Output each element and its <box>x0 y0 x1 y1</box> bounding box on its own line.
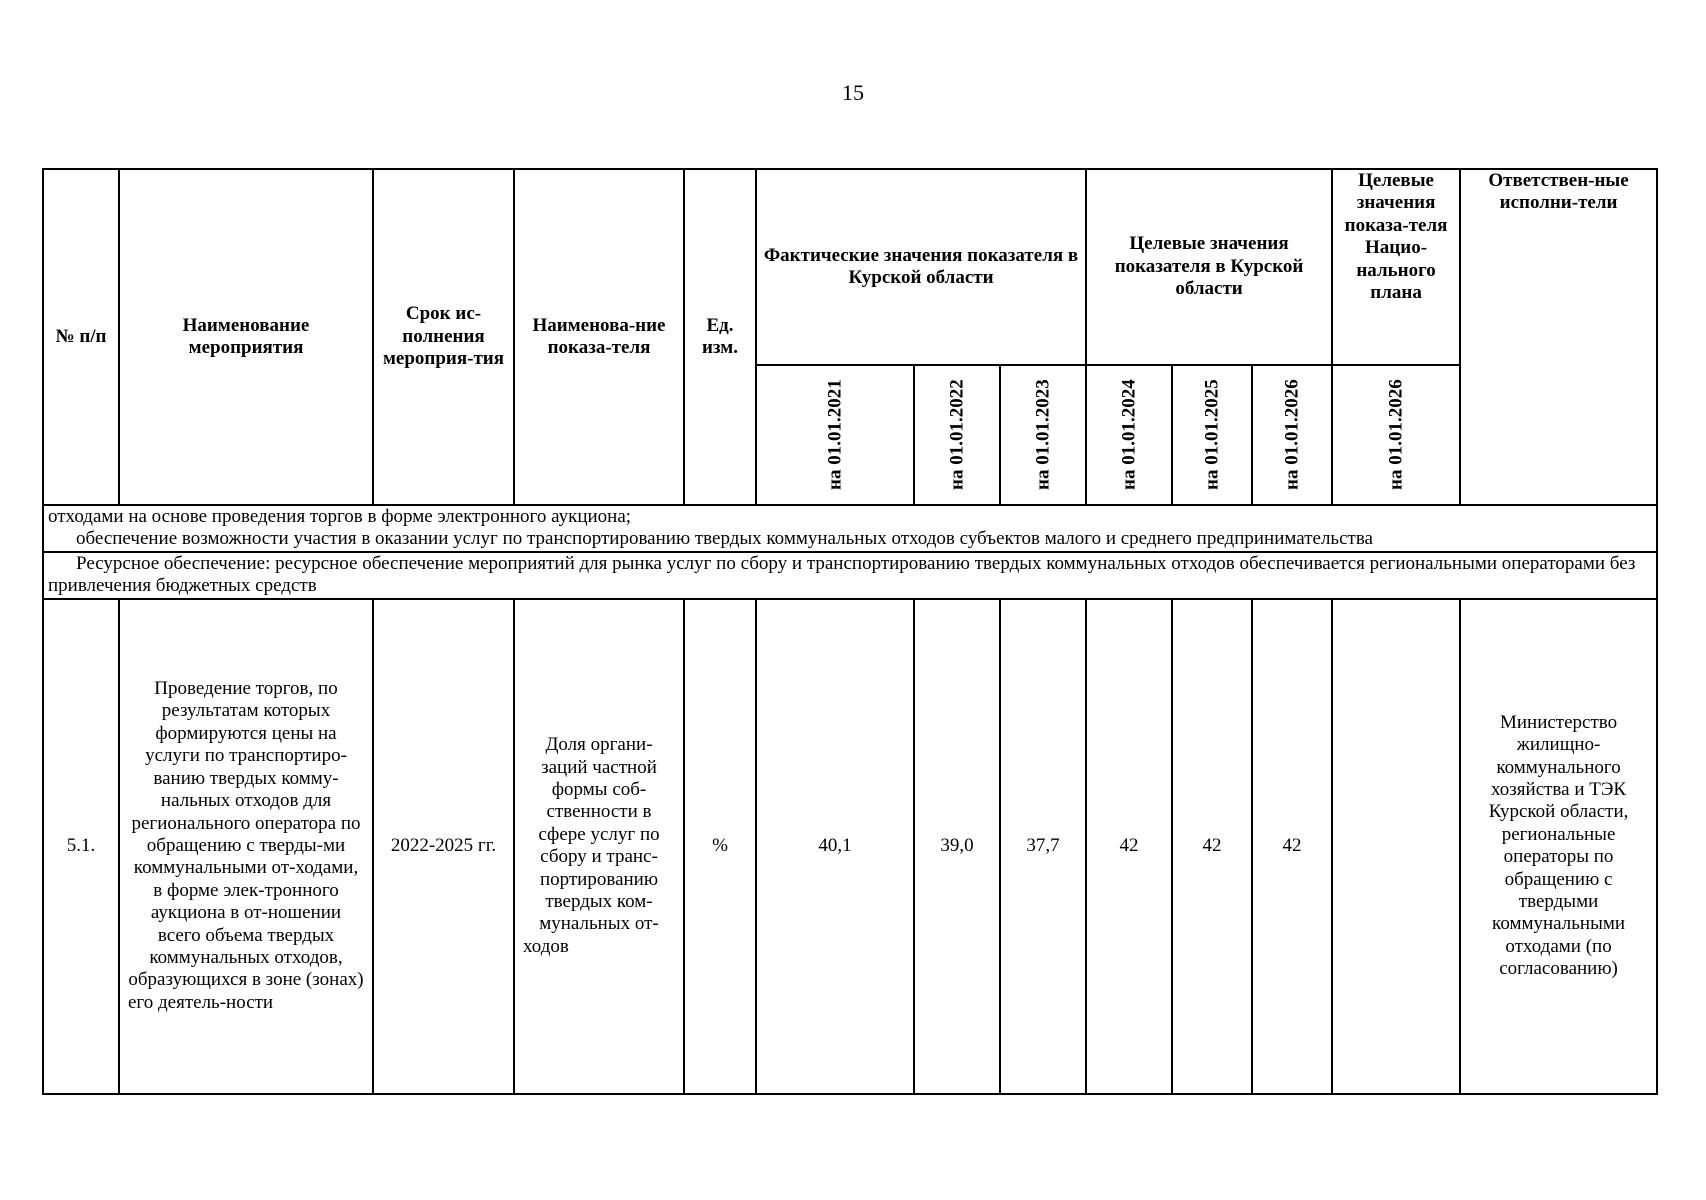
row-num: 5.1. <box>43 599 119 1094</box>
row-indicator-name: Доля органи-заций частной формы соб-ственности в сфере услуг по сбору и транс-портированию твердых ком-мунальных от-ходов <box>514 599 684 1094</box>
header-date-actual-2022: на 01.01.2022 <box>914 365 1000 505</box>
page-number: 15 <box>842 80 864 105</box>
row-event-name: Проведение торгов, по результатам которых формируются цены на услуги по транспортиро-ванию твердых комму-нальных отходов для регионального оператора по обращению с тверды-ми коммунальными от-ходами, в форме элек-тронного аукциона в от-ношении всего объема твердых коммунальных отходов, образующихся в зоне (зонах) его деятель-ности <box>119 599 373 1094</box>
header-date-national-2026: на 01.01.2026 <box>1332 365 1460 505</box>
header-term: Срок ис-полнения мероприя-тия <box>373 169 514 505</box>
row-national-2026 <box>1332 599 1460 1094</box>
row-target-2025: 42 <box>1172 599 1252 1094</box>
header-responsible: Ответствен-ные исполни-тели <box>1460 169 1657 505</box>
events-table <box>42 168 1658 1095</box>
note-line-2: обеспечение возможности участия в оказании услуг по транспортированию твердых коммунальных отходов субъектов малого и среднего предпринимательства <box>76 528 1373 550</box>
row-unit: % <box>684 599 756 1094</box>
header-actual-group: Фактические значения показателя в Курской области <box>756 169 1086 365</box>
note-line-1: отходами на основе проведения торгов в форме электронного аукциона; <box>48 506 632 527</box>
row-term: 2022-2025 гг. <box>373 599 514 1094</box>
header-event-name: Наименование мероприятия <box>119 169 373 505</box>
row-actual-2022: 39,0 <box>914 599 1000 1094</box>
row-target-2026: 42 <box>1252 599 1332 1094</box>
header-national-group: Целевые значения показа-теля Нацио-нального плана <box>1332 169 1460 365</box>
header-date-actual-2021: на 01.01.2021 <box>756 365 914 505</box>
row-actual-2023: 37,7 <box>1000 599 1086 1094</box>
table-row <box>43 599 1657 1094</box>
header-date-target-2024: на 01.01.2024 <box>1086 365 1172 505</box>
header-date-actual-2023: на 01.01.2023 <box>1000 365 1086 505</box>
row-responsible: Министерство жилищно-коммунального хозяйства и ТЭК Курской области, региональные операторы по обращению с твердыми коммунальными отходами (по согласованию) <box>1460 599 1657 1094</box>
header-indicator-name: Наименова-ние показа-теля <box>514 169 684 505</box>
header-date-target-2026: на 01.01.2026 <box>1252 365 1332 505</box>
note-row-resource <box>43 552 1657 599</box>
row-target-2024: 42 <box>1086 599 1172 1094</box>
header-num: № п/п <box>43 169 119 505</box>
note-resource: Ресурсное обеспечение: ресурсное обеспечение мероприятий для рынка услуг по сбору и транспортированию твердых коммунальных отходов обеспечивается региональными операторами без привлечения бюджетных средств <box>43 552 1657 599</box>
header-target-group: Целевые значения показателя в Курской области <box>1086 169 1332 365</box>
header-unit: Ед. изм. <box>684 169 756 505</box>
header-date-target-2025: на 01.01.2025 <box>1172 365 1252 505</box>
row-actual-2021: 40,1 <box>756 599 914 1094</box>
note-cell-methods <box>43 505 1657 552</box>
note-row-methods <box>43 505 1657 552</box>
